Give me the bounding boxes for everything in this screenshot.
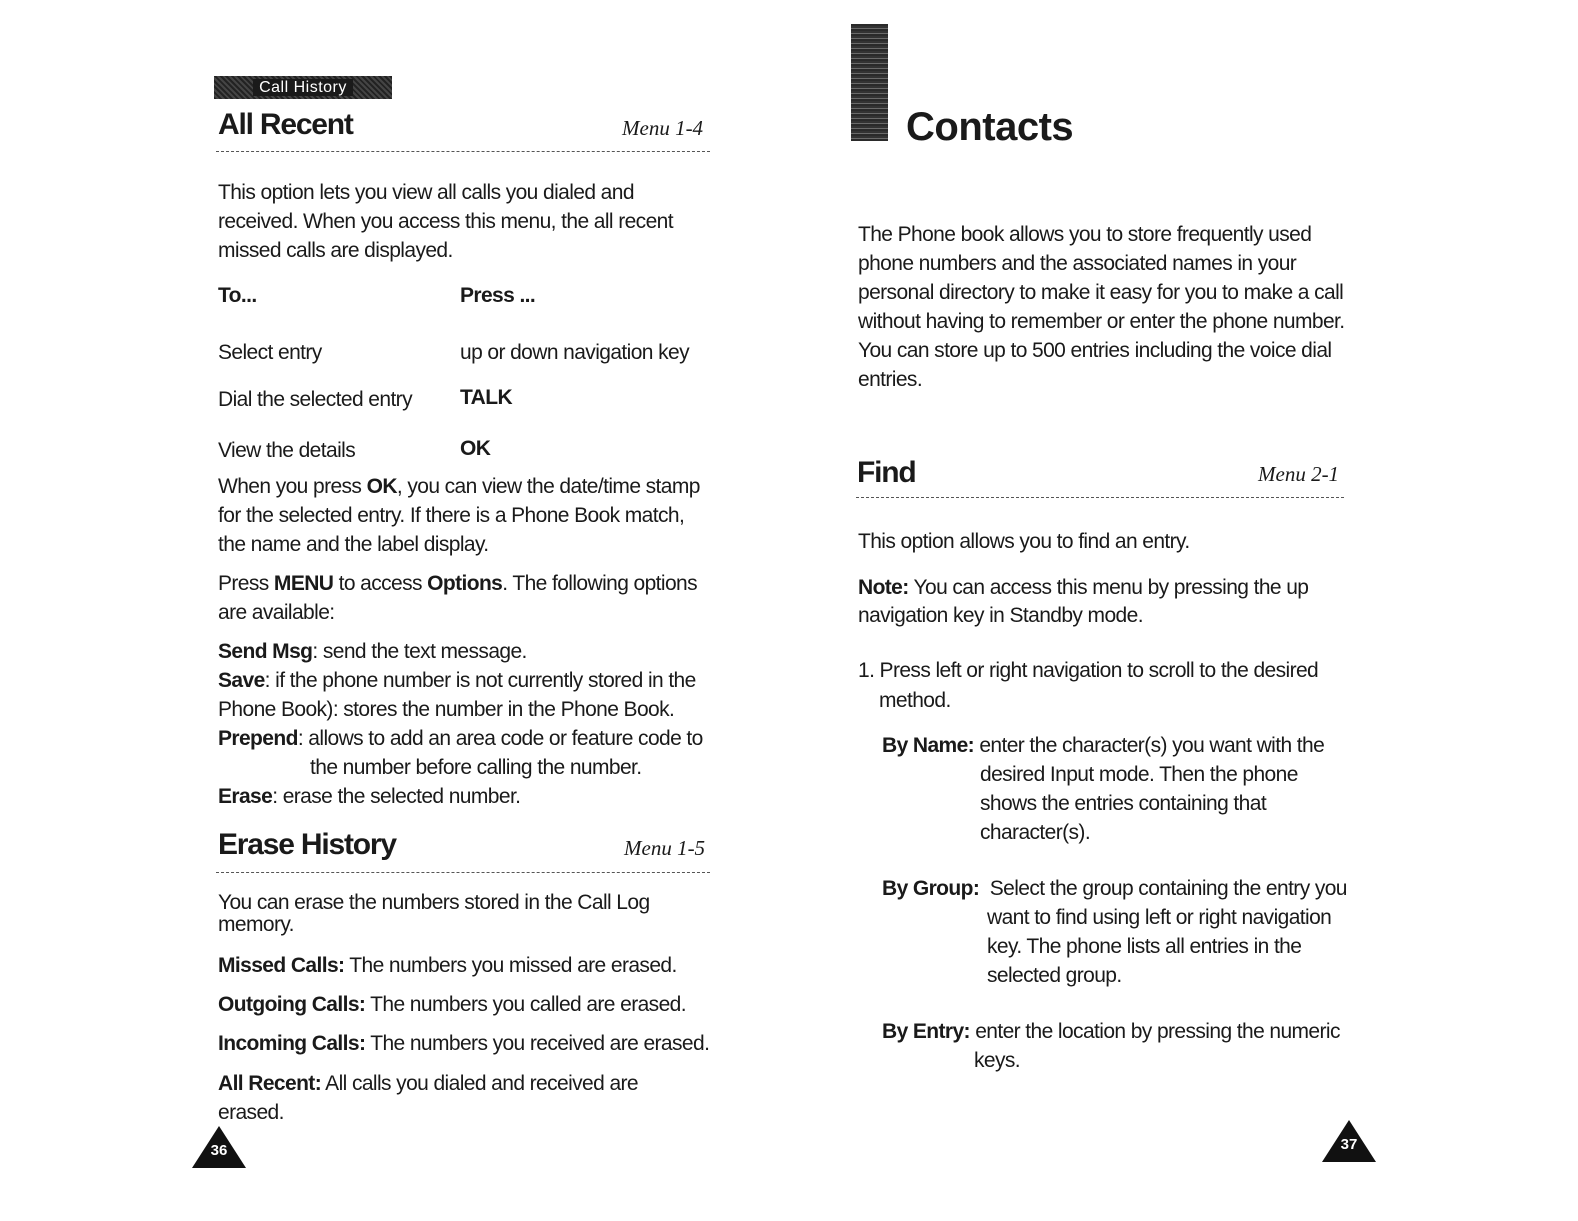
step-line: method. xyxy=(879,689,951,712)
intro-line: personal directory to make it easy for you to make a call xyxy=(858,281,1344,304)
find-menu-ref: Menu 2-1 xyxy=(1258,462,1340,486)
row-to: Select entry xyxy=(218,341,322,364)
page-number-right: 37 xyxy=(1340,1136,1358,1153)
erase-all-recent-line: All Recent: All calls you dialed and received are xyxy=(218,1072,638,1095)
chapter-bar-icon xyxy=(851,24,888,141)
all-recent-heading: All Recent xyxy=(218,108,353,141)
ok-line: for the selected entry. If there is a Phone Book match, xyxy=(218,504,685,527)
find-note-line: navigation key in Standby mode. xyxy=(858,604,1143,627)
find-heading: Find xyxy=(857,456,916,489)
intro-line: received. When you access this menu, the all recent xyxy=(218,210,673,233)
menu-line: are available: xyxy=(218,601,335,624)
intro-line: This option lets you view all calls you dialed and xyxy=(218,181,634,204)
find-note xyxy=(858,574,1418,630)
find-rule xyxy=(856,497,1344,498)
erase-history-menu-ref: Menu 1-5 xyxy=(624,836,706,860)
col-header-press: Press ... xyxy=(460,284,536,307)
option-send-msg: Send Msg: send the text message. xyxy=(218,640,527,663)
by-name-line: shows the entries containing that xyxy=(980,792,1267,815)
option-erase: Erase: erase the selected number. xyxy=(218,785,521,808)
chapter-title: Contacts xyxy=(906,105,1074,149)
intro-line: phone numbers and the associated names in your xyxy=(858,252,1297,275)
intro-line: missed calls are displayed. xyxy=(218,239,453,262)
by-entry-line: keys. xyxy=(974,1049,1021,1072)
step-line: 1. Press left or right navigation to scroll to the desired xyxy=(858,659,1319,682)
by-group-item xyxy=(882,874,1422,990)
contacts-intro xyxy=(858,220,1418,394)
erase-incoming: Incoming Calls: The numbers you received are erased. xyxy=(218,1032,710,1055)
row-press: TALK xyxy=(460,386,513,409)
col-header-to: To... xyxy=(218,284,257,307)
option-save-cont: Phone Book): stores the number in the Phone Book. xyxy=(218,698,675,721)
intro-line: without having to remember or enter the phone number. xyxy=(858,310,1345,333)
find-note-line: Note: You can access this menu by pressing the up xyxy=(858,576,1309,599)
row-press: up or down navigation key xyxy=(460,341,689,364)
erase-history-heading: Erase History xyxy=(218,828,396,861)
row-to: Dial the selected entry xyxy=(218,388,412,411)
by-group-line: key. The phone lists all entries in the xyxy=(987,935,1302,958)
row-press: OK xyxy=(460,437,491,460)
find-intro: This option allows you to find an entry. xyxy=(858,530,1190,553)
option-prepend: Prepend: allows to add an area code or feature code to xyxy=(218,727,703,750)
by-group-line: selected group. xyxy=(987,964,1122,987)
erase-outgoing: Outgoing Calls: The numbers you called are erased. xyxy=(218,993,686,1016)
by-entry-item xyxy=(882,1017,1422,1075)
by-group-line: want to find using left or right navigation xyxy=(987,906,1332,929)
by-name-line: By Name: enter the character(s) you want with the xyxy=(882,734,1325,757)
all-recent-menu-ref: Menu 1-4 xyxy=(622,116,704,140)
intro-line: You can erase the numbers stored in the Call Log xyxy=(218,891,650,914)
intro-line: You can store up to 500 entries including the voice dial xyxy=(858,339,1332,362)
erase-all-recent-line: erased. xyxy=(218,1101,284,1124)
intro-line: entries. xyxy=(858,368,923,391)
by-entry-line: By Entry: enter the location by pressing the numeric xyxy=(882,1020,1340,1043)
section-tab-label: Call History xyxy=(253,79,353,96)
find-step-1 xyxy=(858,656,1418,716)
ok-line: When you press OK, you can view the date/time stamp xyxy=(218,475,700,498)
by-name-line: desired Input mode. Then the phone xyxy=(980,763,1298,786)
erase-missed: Missed Calls: The numbers you missed are erased. xyxy=(218,954,677,977)
menu-line: Press MENU to access Options. The following options xyxy=(218,572,698,595)
page-number-left: 36 xyxy=(210,1142,228,1159)
row-to: View the details xyxy=(218,439,356,462)
by-group-line: By Group: Select the group containing the entry you xyxy=(882,877,1347,900)
by-name-item xyxy=(882,731,1422,847)
ok-line: the name and the label display. xyxy=(218,533,489,556)
intro-line: memory. xyxy=(218,913,294,936)
option-save: Save: if the phone number is not currently stored in the xyxy=(218,669,696,692)
by-name-line: character(s). xyxy=(980,821,1091,844)
option-prepend-cont: the number before calling the number. xyxy=(310,756,642,779)
intro-line: The Phone book allows you to store frequently used xyxy=(858,223,1312,246)
